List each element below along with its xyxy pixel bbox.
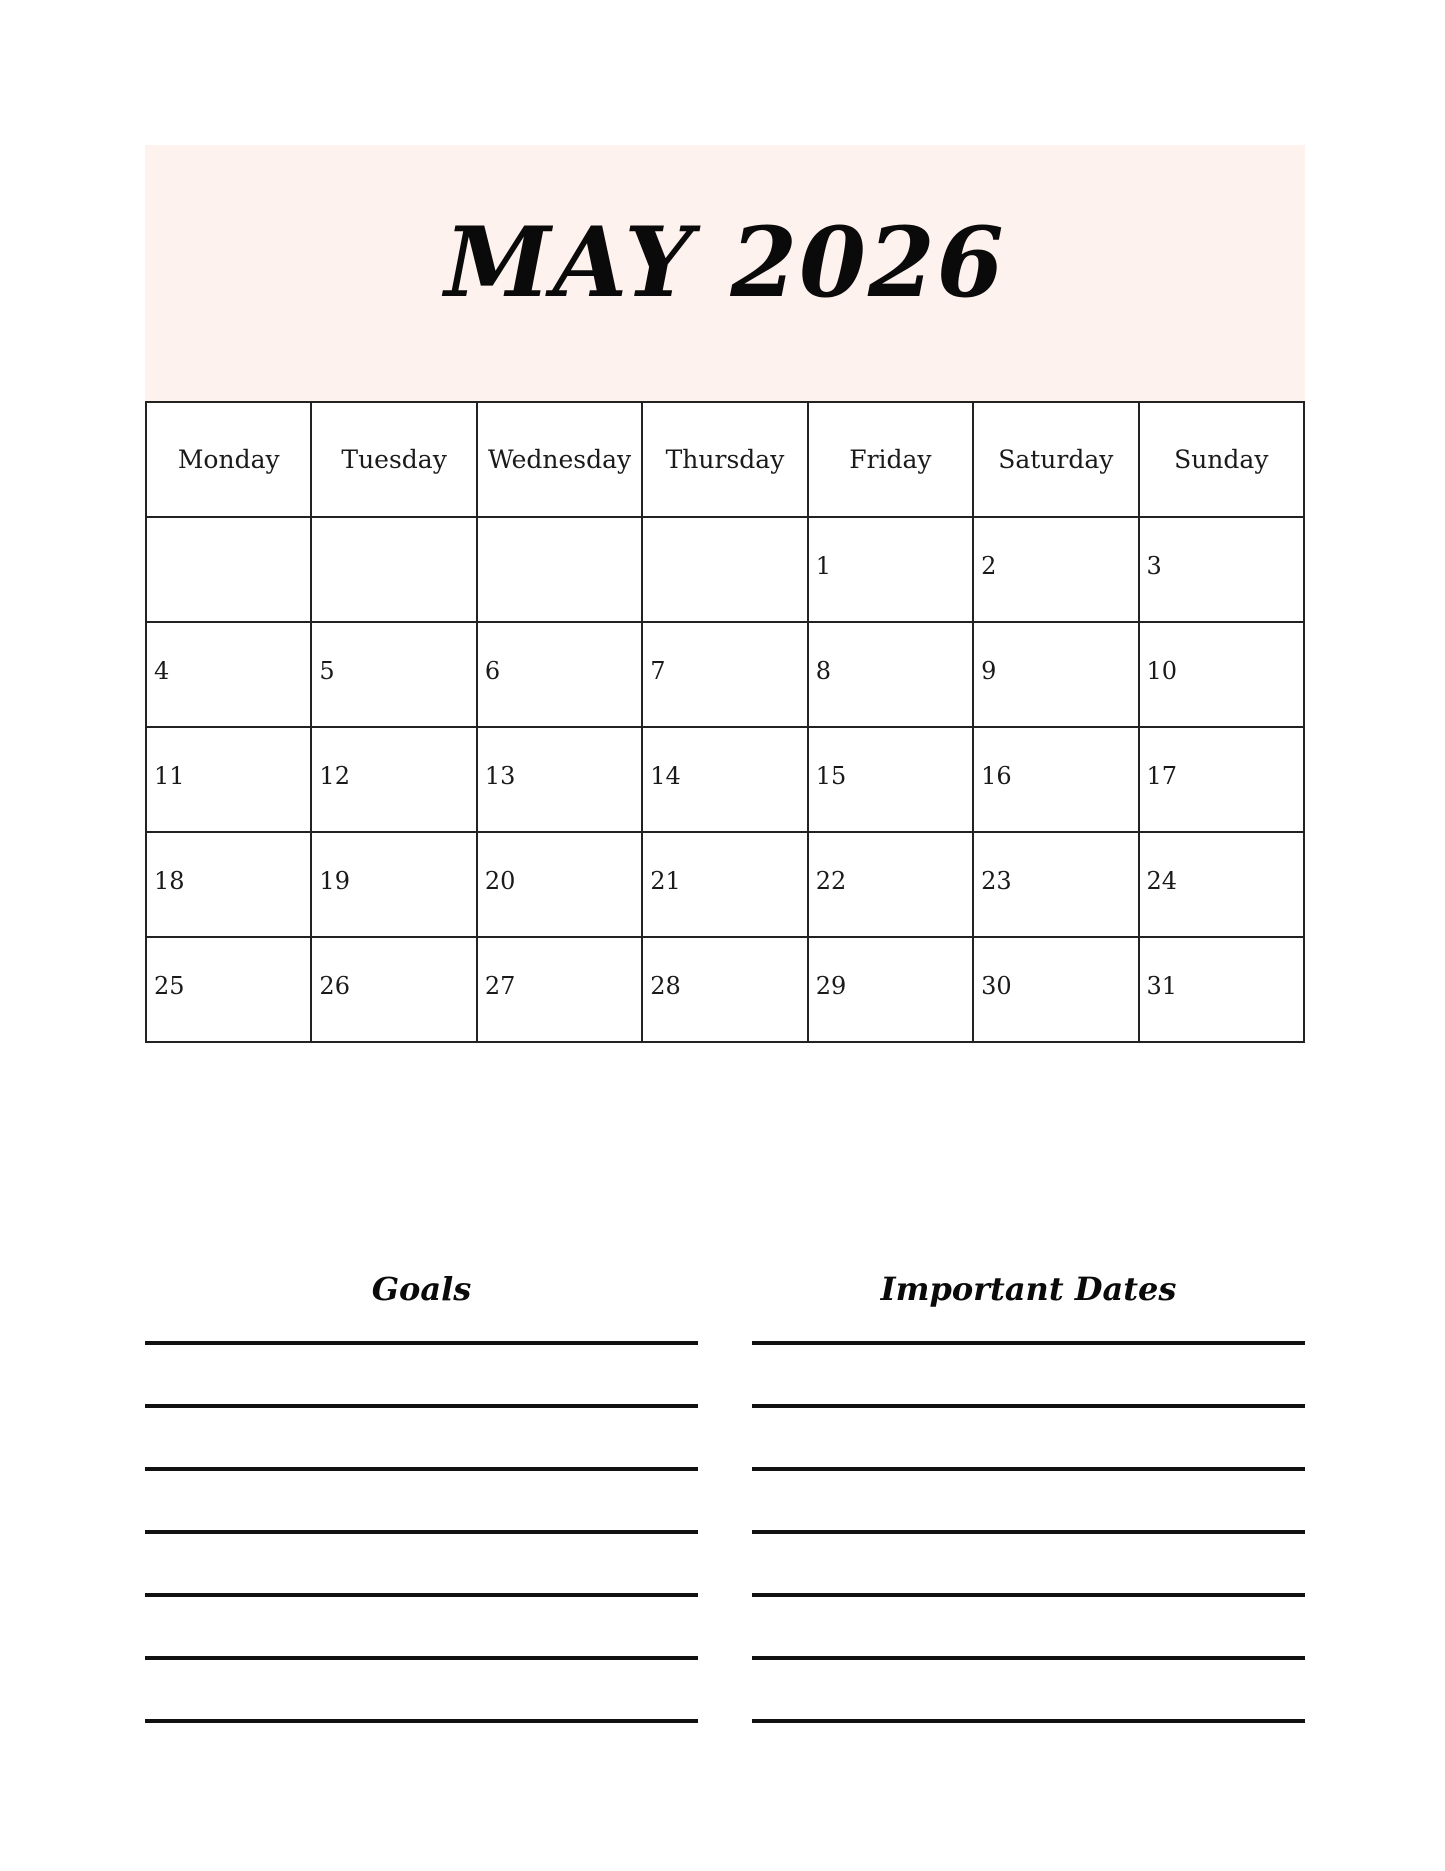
day-number: 7 xyxy=(650,657,666,685)
day-cell xyxy=(808,517,973,622)
day-number: 24 xyxy=(1146,867,1178,895)
day-number xyxy=(478,518,641,552)
day-cell xyxy=(642,622,807,727)
day-number: 31 xyxy=(1146,972,1178,1000)
writing-line xyxy=(145,1593,698,1597)
writing-line xyxy=(145,1656,698,1660)
day-cell xyxy=(808,622,973,727)
important-dates-heading: Important Dates xyxy=(880,1270,1177,1308)
header-band xyxy=(145,145,1305,402)
day-cell xyxy=(642,727,807,832)
day-number: 3 xyxy=(1146,552,1162,580)
weekday-friday: Friday xyxy=(808,402,973,517)
writing-line xyxy=(145,1719,698,1723)
day-number: 19 xyxy=(319,867,350,895)
day-cell xyxy=(1139,622,1304,727)
day-cell xyxy=(477,727,642,832)
writing-line xyxy=(145,1404,698,1408)
day-number: 6 xyxy=(484,657,501,685)
day-cell xyxy=(808,937,973,1042)
goals-heading: Goals xyxy=(371,1270,472,1308)
writing-line xyxy=(145,1530,698,1534)
day-cell xyxy=(146,727,311,832)
day-number: 2 xyxy=(981,552,997,580)
day-cell xyxy=(973,937,1138,1042)
day-cell xyxy=(1139,517,1304,622)
calendar-grid xyxy=(145,401,1305,1043)
weekday-sunday: Sunday xyxy=(1139,402,1304,517)
day-number: 14 xyxy=(650,762,681,790)
day-cell xyxy=(1139,832,1304,937)
day-number: 27 xyxy=(484,972,516,1000)
weekday-tuesday: Tuesday xyxy=(311,402,476,517)
day-number: 22 xyxy=(815,867,847,895)
day-number: 13 xyxy=(484,762,516,790)
week-row xyxy=(146,517,1304,622)
writing-line xyxy=(752,1341,1305,1345)
day-number xyxy=(147,518,310,552)
day-number: 20 xyxy=(484,867,516,895)
day-cell xyxy=(477,622,642,727)
weekday-monday: Monday xyxy=(146,402,311,517)
day-number: 12 xyxy=(319,762,350,790)
day-number: 26 xyxy=(319,972,350,1000)
day-number: 9 xyxy=(981,657,997,685)
weekday-header-row xyxy=(146,402,1304,517)
weekday-thursday: Thursday xyxy=(642,402,807,517)
day-cell xyxy=(477,937,642,1042)
day-cell xyxy=(477,517,642,622)
day-cell xyxy=(642,832,807,937)
writing-line xyxy=(752,1719,1305,1723)
writing-line xyxy=(752,1467,1305,1471)
day-cell xyxy=(146,517,311,622)
day-number: 25 xyxy=(154,972,185,1000)
day-number: 28 xyxy=(650,972,681,1000)
day-cell xyxy=(642,937,807,1042)
day-number: 17 xyxy=(1146,762,1178,790)
day-number: 8 xyxy=(815,657,831,685)
day-cell xyxy=(146,832,311,937)
day-number: 5 xyxy=(319,657,335,685)
writing-line xyxy=(145,1467,698,1471)
writing-line xyxy=(752,1656,1305,1660)
writing-line xyxy=(752,1404,1305,1408)
day-cell xyxy=(1139,727,1304,832)
day-cell xyxy=(311,622,476,727)
day-number: 23 xyxy=(981,867,1012,895)
day-cell xyxy=(973,622,1138,727)
day-number: 21 xyxy=(650,867,681,895)
day-number xyxy=(643,518,806,552)
day-cell xyxy=(973,832,1138,937)
week-row xyxy=(146,727,1304,832)
important-dates-section xyxy=(752,1270,1305,1310)
day-number: 30 xyxy=(981,972,1012,1000)
day-number: 15 xyxy=(815,762,847,790)
week-row xyxy=(146,832,1304,937)
day-cell xyxy=(808,832,973,937)
writing-line xyxy=(752,1530,1305,1534)
day-number: 10 xyxy=(1146,657,1178,685)
day-number: 18 xyxy=(154,867,185,895)
day-cell xyxy=(146,937,311,1042)
writing-line xyxy=(752,1593,1305,1597)
day-number xyxy=(312,518,475,552)
day-cell xyxy=(311,727,476,832)
day-cell xyxy=(311,832,476,937)
day-number: 4 xyxy=(154,657,170,685)
goals-section xyxy=(145,1270,698,1310)
day-cell xyxy=(146,622,311,727)
week-row xyxy=(146,937,1304,1042)
day-cell xyxy=(973,517,1138,622)
day-cell xyxy=(311,937,476,1042)
day-cell xyxy=(808,727,973,832)
day-number: 1 xyxy=(815,552,831,580)
day-number: 29 xyxy=(815,972,847,1000)
day-cell xyxy=(477,832,642,937)
week-row xyxy=(146,622,1304,727)
day-cell xyxy=(311,517,476,622)
writing-line xyxy=(145,1341,698,1345)
day-cell xyxy=(1139,937,1304,1042)
day-number: 16 xyxy=(981,762,1012,790)
day-cell xyxy=(973,727,1138,832)
page-title: MAY 2026 xyxy=(444,206,1006,319)
weekday-saturday: Saturday xyxy=(973,402,1138,517)
weekday-wednesday: Wednesday xyxy=(477,402,642,517)
day-number: 11 xyxy=(154,762,185,790)
day-cell xyxy=(642,517,807,622)
